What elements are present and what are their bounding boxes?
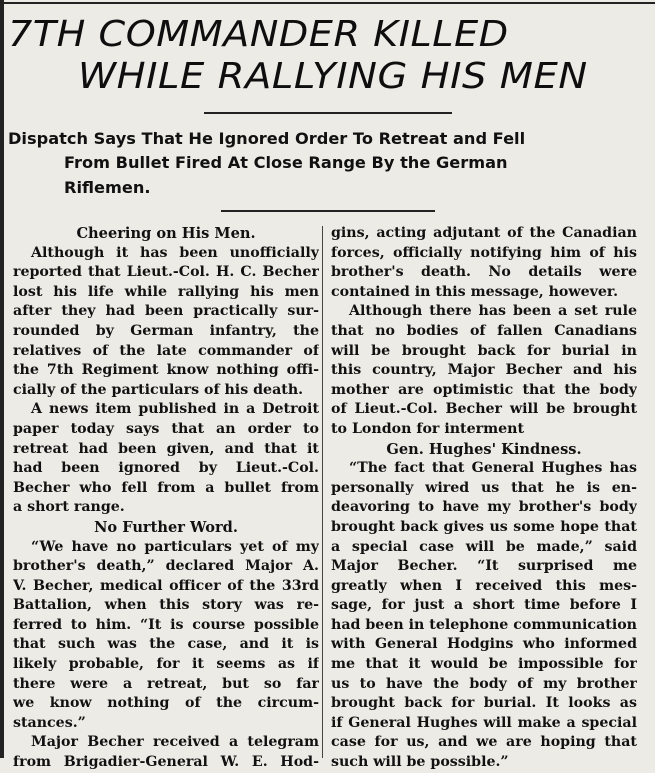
article-line: A news item published in a Detroit (31, 401, 319, 418)
article-line: after they had been practically sur- (13, 303, 319, 320)
article-line: personally wired us that he is en- (331, 479, 637, 496)
article-line: brother's death. No details were (331, 264, 637, 281)
article-line: forces, officially notifying him of his (331, 244, 637, 261)
article-line: ferred to him. “It is course possible (13, 616, 319, 633)
top-rule (0, 2, 655, 4)
article-line: had been ignored by Lieut.-Col. (13, 460, 319, 477)
article-column-left (13, 224, 319, 773)
article-line: Becher who fell from a bullet from (13, 479, 319, 496)
article-line: deavoring to have my brother's body (331, 499, 637, 516)
article-line: case for us, and we are hoping that (331, 734, 637, 751)
article-line: “The fact that General Hughes has (349, 460, 637, 477)
article-line: paper today says that an order to (13, 420, 319, 437)
article-column-right (331, 224, 637, 773)
article-line: us to have the body of my brother (331, 675, 637, 692)
article-line: brought back for burial. It looks as (331, 695, 637, 712)
article-line: there were a retreat, but so far (13, 675, 319, 692)
article-line: contained in this message, however. (331, 283, 619, 300)
article-line: likely probable, for it seems as if (13, 656, 319, 673)
article-line: had been in telephone communication (331, 616, 637, 633)
deck-line-1: Dispatch Says That He Ignored Order To Retreat and Fell (8, 129, 526, 148)
article-line: Major Becher received a telegram (31, 734, 319, 751)
article-line: brother's death,” declared Major A. (13, 558, 319, 575)
article-line: from Brigadier-General W. E. Hod- (13, 754, 319, 771)
article-line: gins, acting adjutant of the Canadian (331, 225, 637, 241)
article-line: retreat had been given, and that it (13, 440, 319, 457)
article-line: the 7th Regiment know nothing offi- (13, 362, 319, 379)
article-line: stances.” (13, 714, 86, 731)
deck-line-3: Riflemen. (64, 178, 151, 197)
article-line: will be brought back for burial in (331, 342, 637, 359)
article-line: lost his life while rallying his men (13, 283, 319, 300)
subheading: Cheering on His Men. (76, 225, 256, 242)
article-line: Although there has been a set rule (349, 303, 637, 320)
article-line: Although it has been unofficially (31, 244, 319, 261)
article-line: such will be possible.” (331, 754, 509, 771)
article-line: relatives of the late commander of (13, 342, 319, 359)
article-line: rounded by German infantry, the (13, 322, 319, 339)
article-line: sage, for just a short time before I (331, 597, 637, 614)
article-line: that no bodies of fallen Canadians (331, 322, 637, 339)
headline-line-2: WHILE RALLYING HIS MEN (78, 56, 588, 97)
article-line: V. Becher, medical officer of the 33rd (13, 577, 319, 594)
article-line: reported that Lieut.-Col. H. C. Becher (13, 264, 319, 281)
article-line: cially of the particulars of his death. (13, 381, 304, 398)
article-line: me that it would be impossible for (331, 656, 637, 673)
headline-rule (204, 112, 452, 114)
article-line: greatly when I received this mes- (331, 577, 637, 594)
headline-line-1: 7TH COMMANDER KILLED (8, 14, 509, 55)
subheading: No Further Word. (94, 518, 238, 536)
article-line: brought back gives us some hope that (331, 518, 637, 535)
article-line: Battalion, when this story was re- (13, 597, 319, 614)
article-line: a short range. (13, 499, 125, 516)
article-line: we know nothing of the circum- (13, 695, 319, 712)
column-divider (322, 226, 323, 758)
page-edge-divider (0, 0, 4, 758)
article-line: a special case will be made,” said (331, 538, 637, 555)
article-line: Major Becher. “It surprised me (331, 558, 637, 575)
article-line: if General Hughes will make a special (331, 714, 637, 731)
article-line: this country, Major Becher and his (331, 362, 637, 379)
deck-line-2: From Bullet Fired At Close Range By the German (64, 153, 508, 172)
article-line: with General Hodgins who informed (331, 636, 637, 653)
article-line: of Lieut.-Col. Becher will be brought (331, 401, 637, 418)
article-line: mother are optimistic that the body (331, 381, 637, 398)
deck-rule (221, 210, 435, 212)
article-line: “We have no particulars yet of my (31, 538, 319, 555)
article-line: to London for interment (331, 420, 524, 437)
subheading: Gen. Hughes' Kindness. (386, 440, 582, 458)
article-line: that such was the case, and it is (13, 636, 319, 653)
